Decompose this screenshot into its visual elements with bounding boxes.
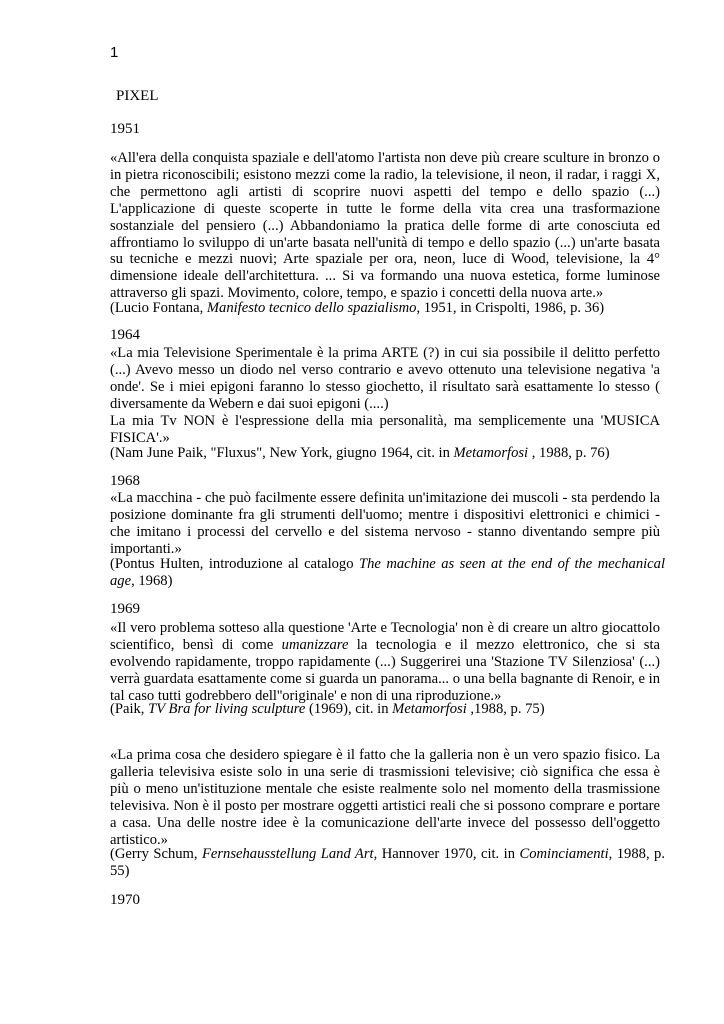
quote-hulten [110,490,660,558]
quote-text: «La prima cosa che desidero spiegare è il fatto che la galleria non è un vero spazio fisico. La galleria televisiva esiste solo in una serie di trasmissioni televisive; ciò significa che essa è più o meno un'istituzione mentale che esiste realmente solo nel momento della trasmissione televisiva. Non è il posto per mostrare oggetti artistici reali che si possono comprare e portare a casa. Una delle nostre idee è la comunicazione dell'arte invece del possesso dell'oggetto artistico.» [110,747,660,848]
citation-text: , Hannover 1970, cit. in [373,846,520,862]
quote-schum [110,747,660,848]
citation-work-title: Manifesto tecnico dello spazialismo [206,300,417,316]
quote-paik-1969 [110,620,660,705]
year-1969: 1969 [110,601,140,617]
citation-work-title: Metamorfosi [392,701,467,717]
quote-text: La mia Tv NON è l'espressione della mia personalità, ma semplicemente una 'MUSICA FISICA'.» [110,412,660,446]
citation-text: , 1988, p. 76) [528,445,610,461]
citation-text: (Gerry Schum, [110,846,202,862]
quote-text: «La macchina - che può facilmente essere definita un'imitazione dei muscoli - sta perdendo la posizione dominante fra gli strumenti dell'uomo; mentre i dispositivi elettronici e chimici - che imitano i processi del cervello e del sistema nervoso - stanno diventando sempre più importanti.» [110,490,660,557]
citation-text: (Lucio Fontana, [110,300,207,316]
citation-text: ,1988, p. 75) [466,701,545,717]
quote-text: «All'era della conquista spaziale e dell'atomo l'artista non deve più creare sculture in bronzo o in pietra riconoscibili; esistono mezzi come la radio, la televisione, il neon, il radar, i raggi X, che permettono agli artisti di scoprire nuovi aspetti del tempo e dello spazio (...) L'applicazione di queste scoperte in tutte le forme della vita crea una trasformazione sostanziale del pensiero (...) Abbandoniamo la pratica delle forme di arte conosciuta ed affrontiamo lo sviluppo di un'arte basata nell'unità di tempo e dello spazio (...) un'arte basata su tecniche e mezzi nuovi; Arte spaziale per ora, neon, luce di Wood, televisione, la 4° dimensione ideale dell'architettura. ... Si va formando una nuova estetica, forme luminose attraverso gli spazi. Movimento, colore, tempo, e spazio i concetti della nuova arte.» [110,150,660,302]
citation-text: (Nam June Paik, "Fluxus", New York, giugno 1964, cit. in [110,445,454,461]
citation-work-title: Fernsehausstellung Land Art [201,846,374,862]
citation-text: , 1968) [131,572,173,589]
citation-text: , 1951, in Crispolti, 1986, p. 36) [416,300,605,316]
year-1964: 1964 [110,327,140,343]
quote-paik-1964 [110,345,660,446]
citation-paik-1964 [110,445,665,462]
year-1968: 1968 [110,473,140,489]
citation-paik-1969 [110,701,665,718]
citation-text: , 1988, p. 55) [110,846,665,879]
page-number: 1 [110,44,119,61]
quote-text: «Il vero problema sotteso alla questione 'Arte e Tecnologia' non è di creare un altro giocattolo scientifico, bensì di come [110,620,660,653]
year-1970: 1970 [110,892,140,908]
citation-work-title: Metamorfosi [453,445,529,461]
quote-emphasis: umanizzare [281,636,349,653]
citation-text: (Paik, [110,701,149,717]
quote-fontana [110,150,660,302]
year-1951: 1951 [110,121,140,137]
citation-work-title: Cominciamenti [519,846,609,862]
citation-hulten [110,556,665,590]
quote-text: «La mia Televisione Sperimentale è la prima ARTE (?) in cui sia possibile il delitto perfetto (...) Avevo messo un diodo nel verso contrario e avevo ottenuto una televisione negativa 'a onde'. Se i miei epigoni faranno lo stesso giochetto, il risultato sarà esattamente lo stesso ( diversamente da Webern e dai suoi epigoni (....) [110,345,660,412]
citation-text: (Pontus Hulten, introduzione al catalogo [110,556,359,572]
citation-text: (1969), cit. in [305,701,393,717]
citation-schum [110,846,665,880]
quote-text: la tecnologia e il mezzo elettronico, che si sta evolvendo rapidamente, troppo rapidamente (...) Suggerirei una 'Stazione TV Silenziosa' (...) verrà guardata esattamente come si guarda un panorama... o una bella bagnante di Renoir, e in tal caso tutti godrebbero dell''originale' e non di una riproduzione.» [110,636,660,704]
document-title: PIXEL [116,88,159,104]
citation-work-title: The machine as seen at the end of the mechanical age [110,556,665,589]
citation-fontana [110,300,665,317]
citation-work-title: TV Bra for living sculpture [148,701,306,717]
